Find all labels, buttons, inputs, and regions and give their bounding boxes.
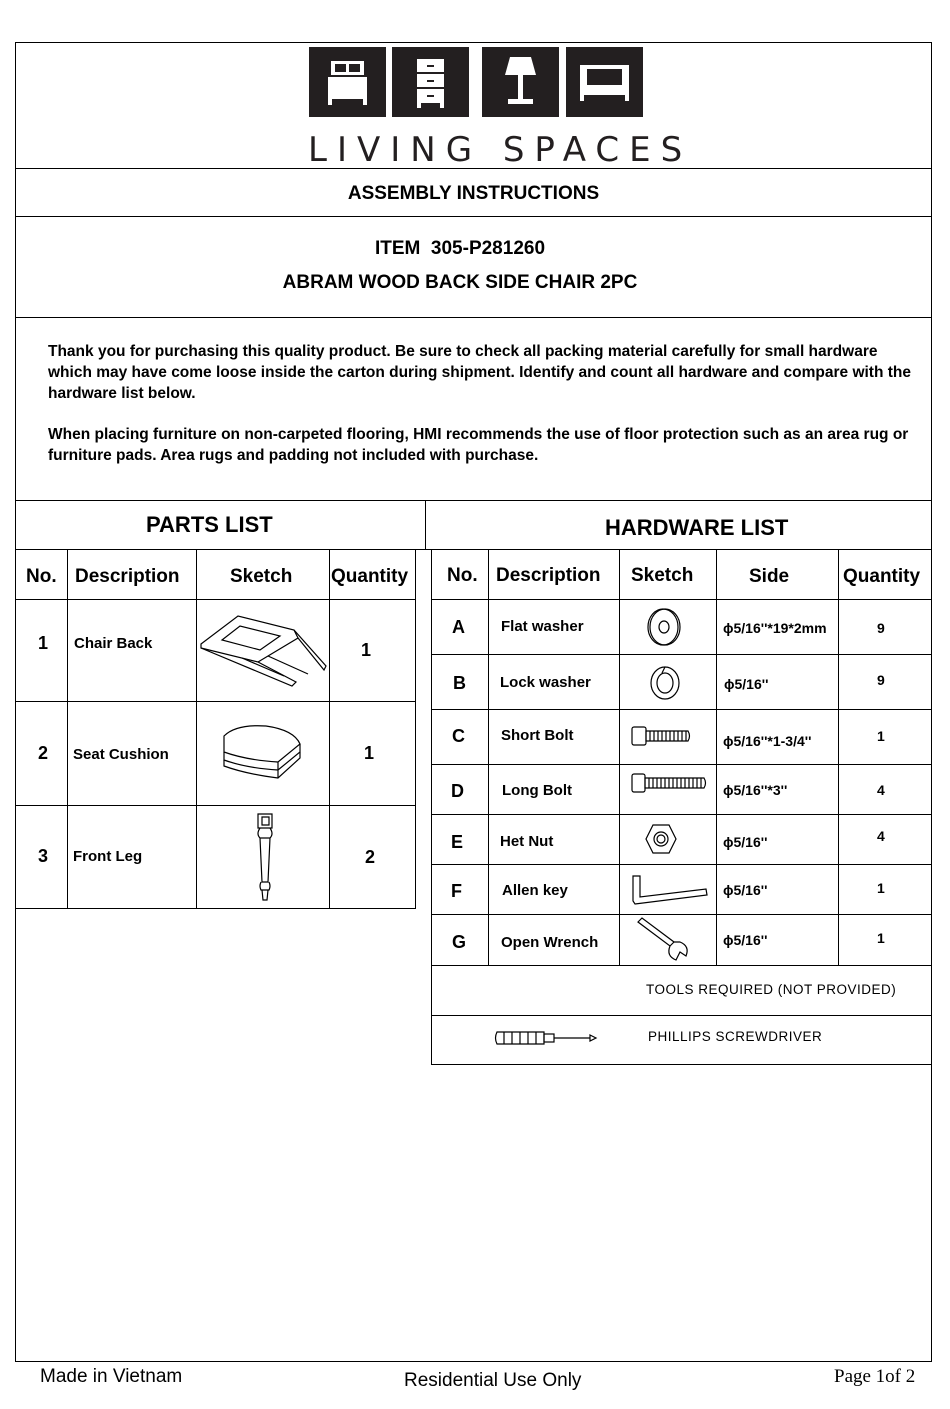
hardware-side: ϕ5/16''*3'' — [723, 782, 788, 798]
hardware-side: ϕ5/16'' — [724, 676, 769, 692]
grid-line — [838, 549, 839, 965]
divider — [15, 500, 932, 501]
hardware-header-quantity: Quantity — [843, 566, 921, 587]
grid-line — [196, 549, 197, 908]
footer-residential-use: Residential Use Only — [404, 1370, 582, 1391]
divider — [425, 500, 426, 549]
hardware-description: Long Bolt — [502, 782, 572, 799]
grid-line — [15, 908, 416, 909]
grid-line — [431, 914, 932, 915]
hardware-no: G — [452, 932, 467, 952]
grid-line — [716, 549, 717, 965]
intro-paragraph: Thank you for purchasing this quality product. Be sure to check all packing material carefully for small hardware which may have come loose inside the carton during shipment. Identify and count all hardware and compare with the hardware list below. — [48, 343, 911, 402]
hardware-description: Lock washer — [500, 674, 591, 691]
chair-back-icon — [198, 608, 330, 688]
hardware-header-no: No. — [447, 565, 478, 586]
grid-line — [431, 1015, 932, 1016]
seat-cushion-icon — [216, 722, 306, 784]
hardware-header-sketch: Sketch — [631, 565, 694, 586]
document-title: ASSEMBLY INSTRUCTIONS — [347, 183, 600, 204]
part-no: 2 — [38, 743, 49, 763]
parts-header-no: No. — [26, 566, 57, 587]
grid-line — [431, 654, 932, 655]
grid-line — [15, 805, 416, 806]
divider — [15, 168, 932, 169]
grid-line — [431, 965, 932, 966]
part-no: 1 — [38, 633, 49, 653]
hex-nut-icon — [644, 822, 678, 856]
grid-line — [329, 549, 330, 908]
parts-list-title: PARTS LIST — [146, 512, 273, 537]
grid-line — [15, 599, 416, 600]
hardware-quantity: 1 — [877, 880, 885, 896]
divider — [15, 317, 932, 318]
product-name: ABRAM WOOD BACK SIDE CHAIR 2PC — [282, 272, 638, 293]
divider — [15, 549, 932, 550]
hardware-quantity: 4 — [877, 782, 885, 798]
page-number: Page 1of 2 — [834, 1366, 916, 1387]
grid-line — [488, 549, 489, 965]
allen-key-icon — [630, 873, 710, 907]
grid-line — [431, 549, 432, 1065]
lock-washer-icon — [648, 664, 682, 702]
part-description: Front Leg — [73, 848, 143, 865]
part-description: Chair Back — [74, 635, 153, 652]
hardware-no: C — [452, 726, 465, 746]
bed-icon — [309, 47, 386, 117]
hardware-header-side: Side — [749, 566, 790, 587]
grid-line — [15, 701, 416, 702]
lamp-icon — [482, 47, 559, 117]
hardware-side: ϕ5/16'' — [723, 834, 768, 850]
parts-header-sketch: Sketch — [230, 566, 293, 587]
grid-line — [619, 549, 620, 965]
parts-header-description: Description — [75, 566, 180, 587]
hardware-description: Het Nut — [500, 833, 554, 850]
grid-line — [431, 764, 932, 765]
hardware-side: ϕ5/16'' — [723, 932, 768, 948]
item-number: ITEM 305-P281260 — [374, 238, 546, 259]
grid-line — [431, 709, 932, 710]
brand-name: LIVING SPACES — [308, 130, 693, 170]
hardware-side: ϕ5/16''*19*2mm — [723, 620, 827, 636]
phillips-screwdriver-label: PHILLIPS SCREWDRIVER — [648, 1029, 823, 1044]
hardware-description: Flat washer — [501, 618, 584, 635]
part-quantity: 1 — [364, 743, 375, 763]
divider — [15, 216, 932, 217]
grid-line — [67, 549, 68, 908]
grid-line — [415, 549, 416, 908]
floor-protection-note: When placing furniture on non-carpeted flooring, HMI recommends the use of floor protection such as an area rug or furniture pads. Area rugs and padding not included with purchase. — [48, 426, 909, 464]
nightstand-icon — [392, 47, 469, 117]
hardware-quantity: 1 — [877, 930, 885, 946]
grid-line — [431, 1064, 932, 1065]
part-quantity: 1 — [361, 640, 372, 660]
hardware-quantity: 4 — [877, 828, 885, 844]
part-description: Seat Cushion — [73, 746, 169, 763]
grid-line — [431, 864, 932, 865]
hardware-no: B — [453, 673, 466, 693]
hardware-description: Allen key — [502, 882, 568, 899]
grid-line — [431, 814, 932, 815]
hardware-no: D — [451, 781, 464, 801]
parts-header-quantity: Quantity — [331, 566, 409, 587]
short-bolt-icon — [630, 724, 692, 748]
front-leg-icon — [250, 810, 280, 906]
hardware-description: Short Bolt — [501, 727, 574, 744]
hardware-quantity: 1 — [877, 728, 885, 744]
screwdriver-icon — [494, 1028, 598, 1048]
grid-line — [431, 599, 932, 600]
hardware-side: ϕ5/16''*1-3/4'' — [723, 733, 812, 749]
part-no: 3 — [38, 846, 49, 866]
tools-required-title: TOOLS REQUIRED (NOT PROVIDED) — [646, 982, 897, 997]
hardware-no: F — [451, 881, 462, 901]
hardware-description: Open Wrench — [501, 934, 599, 951]
hardware-no: E — [451, 832, 464, 852]
hardware-quantity: 9 — [877, 672, 885, 688]
hardware-no: A — [452, 617, 465, 637]
footer-made-in: Made in Vietnam — [40, 1366, 183, 1387]
hardware-side: ϕ5/16'' — [723, 882, 768, 898]
open-wrench-icon — [636, 916, 692, 962]
hardware-quantity: 9 — [877, 620, 885, 636]
hardware-header-description: Description — [496, 565, 601, 586]
part-quantity: 2 — [365, 847, 376, 867]
flat-washer-icon — [644, 606, 684, 648]
sofa-icon — [566, 47, 643, 117]
long-bolt-icon — [630, 772, 708, 794]
hardware-list-title: HARDWARE LIST — [605, 515, 789, 540]
